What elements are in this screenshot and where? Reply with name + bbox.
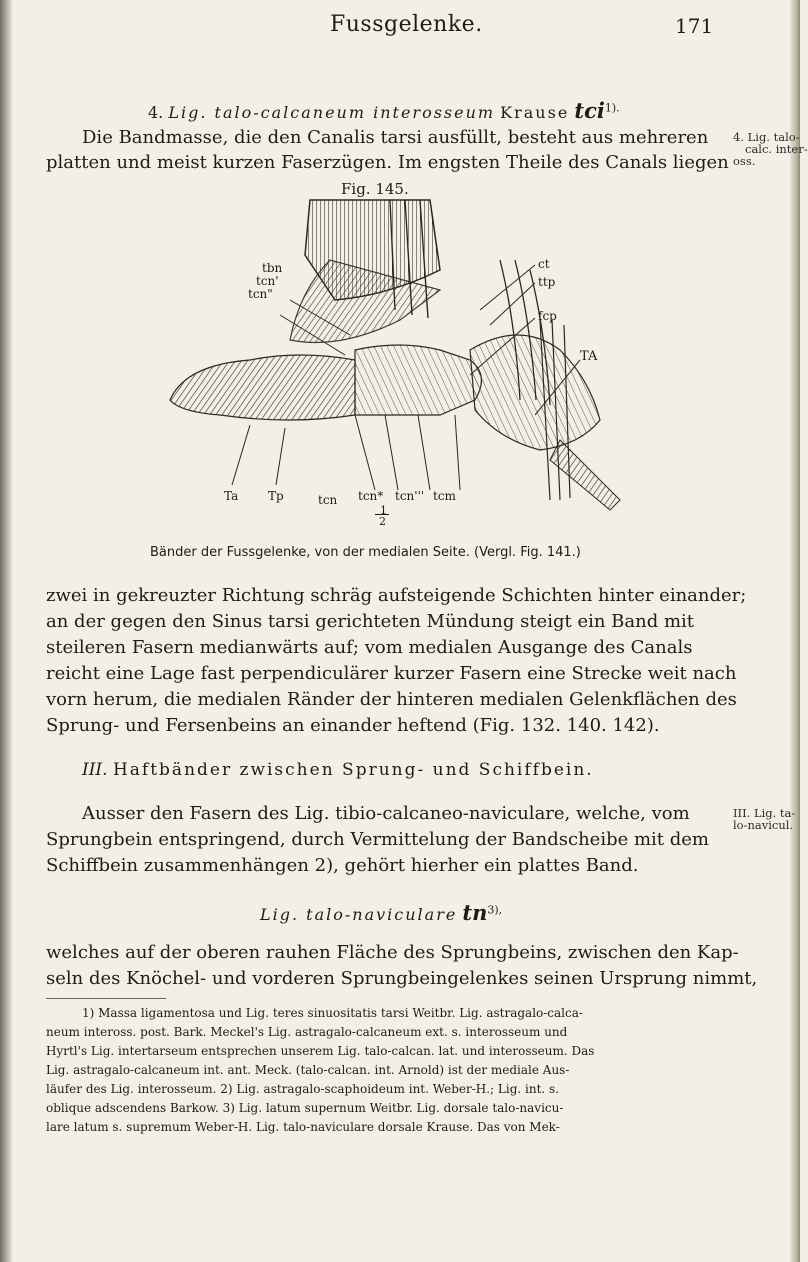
section-title: Lig. talo-calcaneum interosseum — [168, 103, 496, 122]
label-Tp: Tp — [268, 489, 284, 503]
para2-line: zwei in gekreuzter Richtung schräg aufsteigende Schichten hinter einander; — [46, 585, 747, 606]
label-tbn: tbn — [262, 261, 283, 275]
footnote-line: läufer des Lig. interosseum. 2) Lig. astragalo-scaphoideum int. Weber-H.; Lig. int. s. — [46, 1082, 560, 1096]
margin-note-1 — [733, 131, 808, 167]
book-binding-edge — [0, 0, 12, 1262]
ankle-ligament-illustration — [140, 200, 640, 520]
para3-line: Ausser den Fasern des Lig. tibio-calcaneo-naviculare, welche, vom — [82, 803, 690, 824]
ligament-title: Lig. talo-naviculare — [260, 905, 458, 924]
para2-line: steileren Fasern medianwärts auf; vom medialen Ausgange des Canals — [46, 637, 693, 658]
section-number: 4. — [148, 103, 164, 122]
label-tcn: tcn — [318, 493, 338, 507]
label-Ta: Ta — [224, 489, 239, 503]
para2-line: vorn herum, die medialen Ränder der hinteren medialen Gelenkflächen des — [46, 689, 737, 710]
running-head: Fussgelenke. — [330, 12, 483, 37]
label-tcm: tcm — [433, 489, 456, 503]
section-title: Haftbänder zwischen Sprung- und Schiffbein. — [112, 760, 594, 780]
ligament-heading — [260, 900, 502, 925]
footnote-line: 1) Massa ligamentosa und Lig. teres sinuositatis tarsi Weitbr. Lig. astragalo-calca- — [82, 1006, 583, 1020]
margin-note-line: oss. — [733, 154, 756, 168]
scale-numerator: 1 — [380, 504, 387, 517]
footnote-line: lare latum s. supremum Weber-H. Lig. talo-naviculare dorsale Krause. Das von Mek- — [46, 1120, 560, 1134]
footnote-line: Hyrtl's Lig. intertarseum entsprechen unserem Lig. talo-calcan. lat. und interosseum. Das — [46, 1044, 595, 1058]
para4-line: welches auf der oberen rauhen Fläche des Sprungbeins, zwischen den Kap- — [46, 942, 739, 963]
footnote-rule — [46, 998, 166, 999]
footnote-line: Lig. astragalo-calcaneum int. ant. Meck. (talo-calcan. int. Arnold) ist der mediale Aus- — [46, 1063, 570, 1077]
ligament-abbrev: tn — [462, 900, 488, 925]
para2-line: Sprung- und Fersenbeins an einander heftend (Fig. 132. 140. 142). — [46, 715, 660, 736]
margin-note-line: lo-navicul. — [733, 818, 794, 832]
label-fcp: fcp — [538, 309, 557, 323]
footnote-line: oblique adscendens Barkow. 3) Lig. latum supernum Weitbr. Lig. dorsale talo-navicu- — [46, 1101, 564, 1115]
page-number: 171 — [675, 14, 714, 38]
label-TA: TA — [580, 349, 598, 364]
section-4-heading — [148, 98, 620, 123]
section-numeral: III. — [82, 760, 108, 780]
para2-line: an der gegen den Sinus tarsi gerichteten Mündung steigt ein Band mit — [46, 611, 695, 632]
figure-label: Fig. 145. — [341, 180, 409, 198]
label-tcn-triple: tcn''' — [395, 489, 425, 503]
para3-line: Schiffbein zusammenhängen 2), gehört hierher ein plattes Band. — [46, 855, 639, 876]
figure-caption: Bänder der Fussgelenke, von der medialen Seite. (Vergl. Fig. 141.) — [150, 545, 581, 560]
para3-line: Sprungbein entspringend, durch Vermittelung der Bandscheibe mit dem — [46, 829, 710, 850]
margin-note-2 — [733, 807, 795, 831]
margin-note-line: III. Lig. ta- — [733, 806, 796, 820]
label-ttp: ttp — [538, 275, 556, 289]
para1-line: Die Bandmasse, die den Canalis tarsi ausfüllt, besteht aus mehreren — [82, 127, 709, 148]
scale-denominator: 2 — [379, 515, 386, 528]
para2-line: reicht eine Lage fast perpendiculärer kurzer Fasern eine Strecke weit nach — [46, 663, 737, 684]
page-edge-shadow — [790, 0, 800, 1262]
section-author: Krause — [500, 103, 570, 122]
label-tcn-double: tcn" — [248, 287, 273, 301]
para4-line: seln des Knöchel- und vorderen Sprungbeingelenkes seinen Ursprung nimmt, — [46, 968, 758, 989]
label-ct: ct — [538, 257, 550, 271]
section-abbrev: tci — [574, 98, 605, 123]
margin-note-line: 4. Lig. talo- — [733, 130, 800, 144]
footnote-line: neum inteross. post. Bark. Meckel's Lig. astragalo-calcaneum ext. s. interosseum und — [46, 1025, 568, 1039]
section-III-heading — [82, 760, 594, 780]
footnote-ref: 3), — [487, 903, 503, 917]
para1-line: platten und meist kurzen Faserzügen. Im engsten Theile des Canals liegen — [46, 152, 729, 173]
margin-note-line: calc. inter- — [745, 142, 808, 156]
footnote-ref: 1). — [604, 101, 620, 115]
label-tcn-prime: tcn' — [256, 274, 279, 288]
label-tcn-star: tcn* — [358, 489, 384, 503]
